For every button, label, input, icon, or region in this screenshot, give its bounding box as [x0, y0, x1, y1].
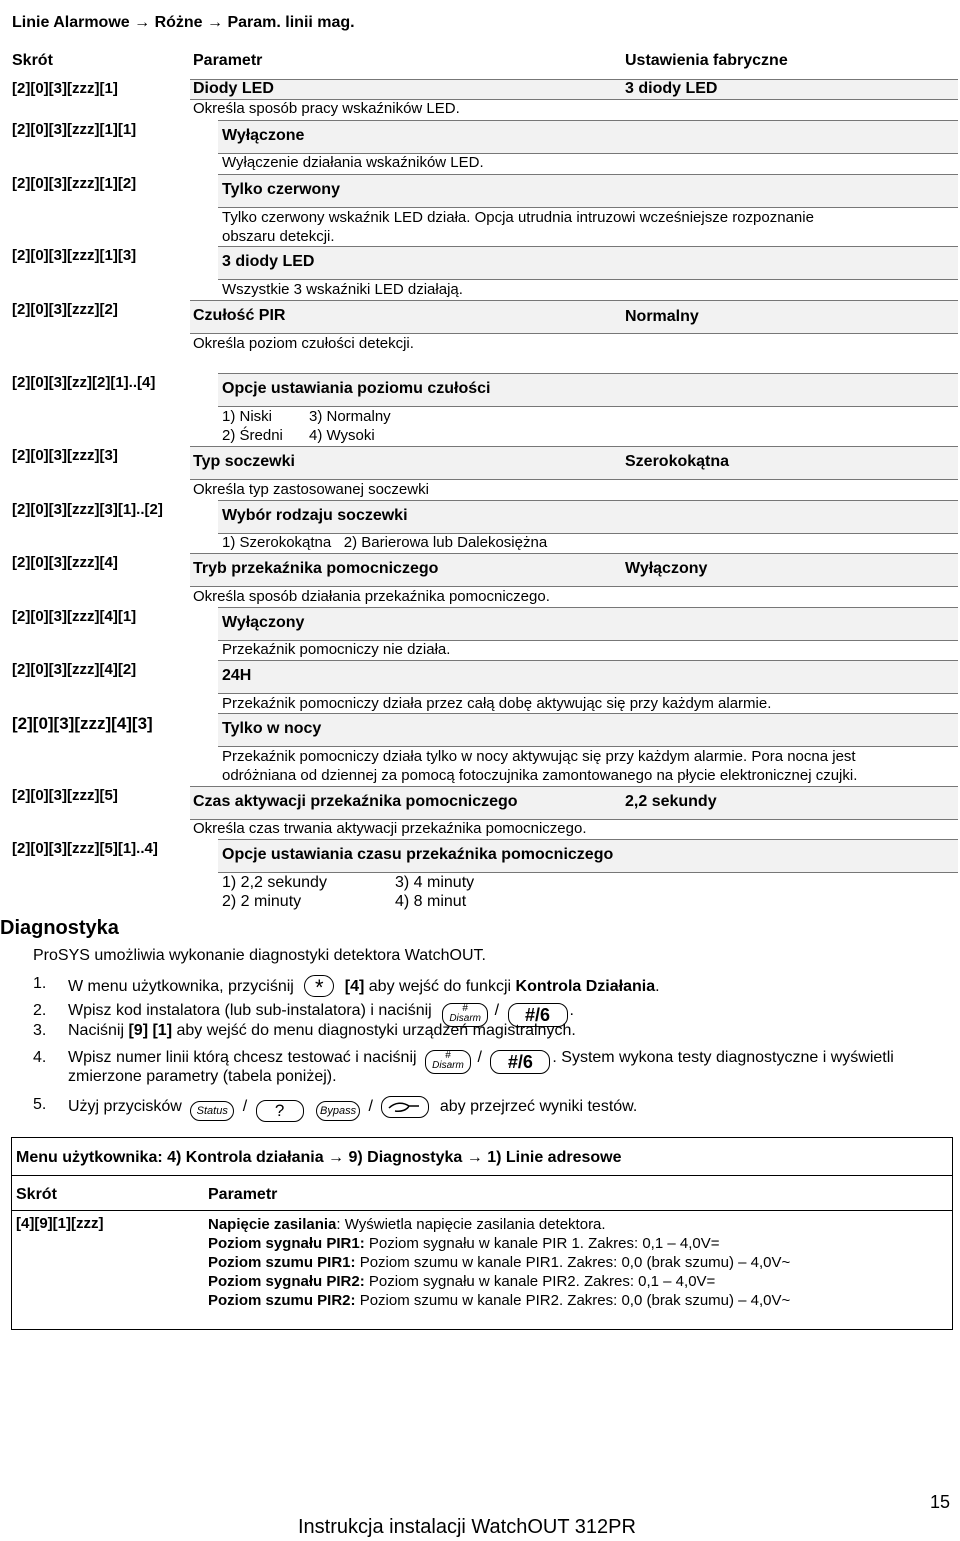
- list-item: Poziom szumu PIR2: Poziom szumu w kanale PIR2. Zakres: 0,0 (brak szumu) – 4,0V~: [208, 1292, 791, 1309]
- hash-6-key-icon: #/6: [508, 1003, 568, 1027]
- step-number: 2.: [33, 1002, 47, 1019]
- step-number: 1.: [33, 975, 47, 992]
- option-bar: [218, 246, 958, 280]
- option-list-item: 4) 8 minut: [395, 893, 467, 910]
- shortcut-code: [2][0][3][zzz][4]: [12, 554, 118, 571]
- option-description: Wyłączenie działania wskaźników LED.: [222, 154, 484, 171]
- column-header-shortcut: Skrót: [12, 52, 53, 69]
- step-5-text: Użyj przycisków Status / ? Bypass / aby przejrzeć wyniki testów.: [68, 1098, 638, 1120]
- breadcrumb-item-2: Różne: [154, 14, 203, 31]
- parameter-name: Typ soczewki: [193, 453, 295, 470]
- table-divider: [11, 1175, 953, 1176]
- parameter-name: Diody LED: [193, 80, 274, 97]
- parameter-bar: [190, 79, 958, 100]
- option-name: 3 diody LED: [222, 253, 315, 270]
- option-description: Przekaźnik pomocniczy nie działa.: [222, 641, 451, 658]
- shortcut-code: [2][0][3][zzz][1][2]: [12, 175, 137, 192]
- step-4-text-continued: zmierzone parametry (tabela poniżej).: [68, 1068, 337, 1085]
- star-key-icon: *: [304, 975, 334, 997]
- step-number: 5.: [33, 1096, 47, 1113]
- list-item: Poziom szumu PIR1: Poziom szumu w kanale PIR1. Zakres: 0,0 (brak szumu) – 4,0V~: [208, 1254, 791, 1271]
- step-4-text: Wpisz numer linii którą chcesz testować i naciśnij # Disarm / #/6 . System wykona testy diagnostyczne i wyświetli: [68, 1049, 894, 1072]
- option-description: Przekaźnik pomocniczy działa tylko w nocy aktywując się przy każdym alarmie. Pora nocna jest: [222, 748, 856, 765]
- shortcut-code: [2][0][3][zzz][3]: [12, 447, 118, 464]
- shortcut-code: [2][0][3][zzz][3][1]..[2]: [12, 501, 163, 518]
- parameter-description: Określa sposób działania przekaźnika pomocniczego.: [193, 588, 550, 605]
- disarm-key-icon: # Disarm: [442, 1003, 488, 1027]
- shortcut-code: [2][0][3][zz][2][1]..[4]: [12, 374, 156, 391]
- option-list-item: 3) 4 minuty: [395, 874, 475, 891]
- column-header-parameter: Parametr: [193, 52, 263, 69]
- breadcrumb: [12, 14, 355, 32]
- parameter-bar: [190, 300, 958, 334]
- section-title: Diagnostyka: [0, 917, 119, 939]
- breadcrumb-item-1: Linie Alarmowe: [12, 14, 130, 31]
- table-divider: [11, 1210, 953, 1211]
- shortcut-code: [4][9][1][zzz]: [16, 1215, 104, 1232]
- option-list-item: 2) Średni: [222, 427, 283, 444]
- option-list-item: 2) 2 minuty: [222, 893, 302, 910]
- option-description: 1) Szerokokątna 2) Barierowa lub Dalekosiężna: [222, 534, 548, 551]
- option-name: 24H: [222, 667, 252, 684]
- option-name: Wyłączony: [222, 614, 305, 631]
- factory-default: Szerokokątna: [625, 453, 730, 470]
- arrow-right-icon: →: [207, 14, 224, 31]
- column-header-parameter: Parametr: [208, 1186, 278, 1203]
- option-list-item: 3) Normalny: [309, 408, 391, 425]
- parameter-name: Czułość PIR: [193, 307, 286, 324]
- page-number: 15: [930, 1492, 951, 1512]
- shortcut-code: [2][0][3][zzz][1][3]: [12, 247, 137, 264]
- list-item: Napięcie zasilania: Wyświetla napięcie zasilania detektora.: [208, 1216, 606, 1233]
- parameter-name: Tryb przekaźnika pomocniczego: [193, 560, 439, 577]
- parameter-list: [208, 1215, 790, 1310]
- option-name: Wybór rodzaju soczewki: [222, 507, 408, 524]
- shortcut-code: [2][0][3][zzz][1][1]: [12, 121, 137, 138]
- step-number: 4.: [33, 1049, 47, 1066]
- section-intro: ProSYS umożliwia wykonanie diagnostyki detektora WatchOUT.: [33, 947, 486, 964]
- step-number: 3.: [33, 1022, 47, 1039]
- shortcut-code: [2][0][3][zzz][4][2]: [12, 661, 137, 678]
- option-name: Tylko czerwony: [222, 181, 340, 198]
- column-header-factory: Ustawienia fabryczne: [625, 52, 788, 69]
- option-description: Przekaźnik pomocniczy działa przez całą dobę aktywując się przy każdym alarmie.: [222, 695, 772, 712]
- parameter-bar: [190, 446, 958, 480]
- option-bar: [218, 607, 958, 641]
- shortcut-code: [2][0][3][zzz][5]: [12, 787, 118, 804]
- option-description: Wszystkie 3 wskaźniki LED działają.: [222, 281, 463, 298]
- option-description: obszaru detekcji.: [222, 228, 335, 245]
- option-bar: [218, 660, 958, 694]
- hash-6-key-icon: #/6: [490, 1050, 550, 1074]
- parameter-description: Określa czas trwania aktywacji przekaźnika pomocniczego.: [193, 820, 587, 837]
- question-key-icon: ?: [256, 1100, 304, 1122]
- option-name: Opcje ustawiania poziomu czułości: [222, 380, 491, 397]
- list-item: Poziom sygnału PIR1: Poziom sygnału w kanale PIR 1. Zakres: 0,1 – 4,0V=: [208, 1235, 720, 1252]
- breadcrumb-item-3: Param. linii mag.: [227, 14, 355, 31]
- shortcut-code: [2][0][3][zzz][4][3]: [12, 714, 153, 733]
- disarm-key-icon: # Disarm: [425, 1050, 471, 1074]
- parameter-name: Czas aktywacji przekaźnika pomocniczego: [193, 793, 518, 810]
- status-key-icon: Status: [190, 1101, 234, 1121]
- parameter-description: Określa typ zastosowanej soczewki: [193, 481, 429, 498]
- parameter-description: Określa sposób pracy wskaźników LED.: [193, 100, 460, 117]
- option-bar: [218, 120, 958, 154]
- list-item: Poziom sygnału PIR2: Poziom sygnału w kanale PIR2. Zakres: 0,1 – 4,0V=: [208, 1273, 716, 1290]
- hand-key-icon: [381, 1096, 429, 1118]
- option-name: Tylko w nocy: [222, 720, 322, 737]
- option-name: Wyłączone: [222, 127, 305, 144]
- factory-default: 2,2 sekundy: [625, 793, 717, 810]
- factory-default: Normalny: [625, 308, 699, 325]
- table-menu-path: Menu użytkownika: 4) Kontrola działania → 9) Diagnostyka → 1) Linie adresowe: [16, 1149, 622, 1166]
- option-description: Tylko czerwony wskaźnik LED działa. Opcja utrudnia intruzowi wcześniejsze rozpoznanie: [222, 209, 814, 226]
- option-bar: [218, 713, 958, 747]
- step-3-text: Naciśnij [9] [1] aby wejść do menu diagnostyki urządzeń magistralnych.: [68, 1022, 576, 1039]
- option-description: odróżniana od dziennej za pomocą fotoczujnika zamontowanego na płycie elektronicznej czujki.: [222, 767, 858, 784]
- option-list-item: 4) Wysoki: [309, 427, 375, 444]
- arrow-right-icon: →: [466, 1149, 483, 1166]
- factory-default: 3 diody LED: [625, 80, 718, 97]
- parameter-description: Określa poziom czułości detekcji.: [193, 335, 414, 352]
- column-header-shortcut: Skrót: [16, 1186, 57, 1203]
- arrow-right-icon: →: [134, 14, 151, 31]
- step-2-text: Wpisz kod instalatora (lub sub-instalatora) i naciśnij # Disarm / #/6 .: [68, 1002, 574, 1025]
- bypass-key-icon: Bypass: [316, 1101, 360, 1121]
- option-list-item: 1) Niski: [222, 408, 273, 425]
- shortcut-code: [2][0][3][zzz][5][1]..4]: [12, 840, 158, 857]
- option-name: Opcje ustawiania czasu przekaźnika pomocniczego: [222, 846, 614, 863]
- step-1-text: W menu użytkownika, przyciśnij * [4] aby wejść do funkcji Kontrola Działania.: [68, 975, 660, 1000]
- arrow-right-icon: →: [328, 1149, 345, 1166]
- option-list-item: 1) 2,2 sekundy: [222, 874, 327, 891]
- factory-default: Wyłączony: [625, 560, 708, 577]
- shortcut-code: [2][0][3][zzz][1]: [12, 80, 118, 97]
- shortcut-code: [2][0][3][zzz][4][1]: [12, 608, 137, 625]
- shortcut-code: [2][0][3][zzz][2]: [12, 301, 118, 318]
- footer-title: Instrukcja instalacji WatchOUT 312PR: [298, 1516, 636, 1538]
